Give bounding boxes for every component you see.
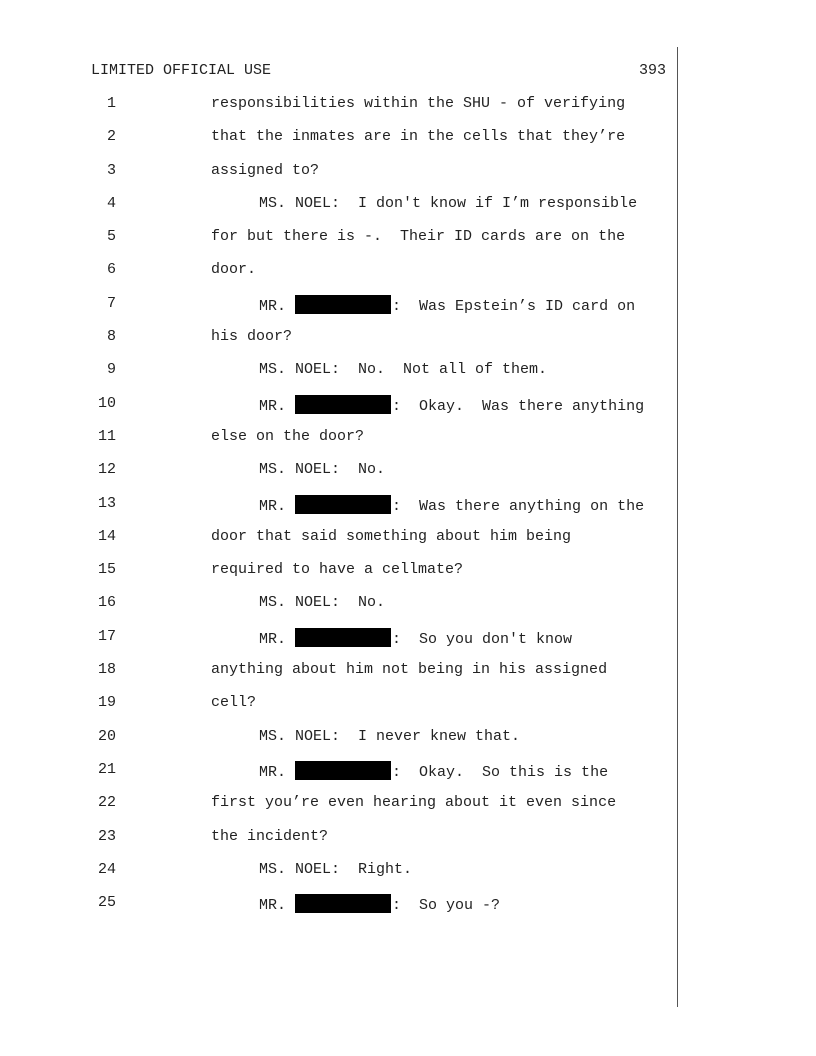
transcript-line [0,95,677,128]
right-margin-rule [677,47,678,1007]
line-content: : Okay. Was there anything [392,397,645,415]
line-number: 15 [97,561,116,579]
line-number: 6 [106,261,116,279]
page-number: 393 [638,62,666,79]
line-text [211,228,625,246]
line-content: else on the door? [211,427,365,445]
speaker-label: MS. NOEL: [259,860,341,878]
line-content: that the inmates are in the cells that they’re [211,128,626,146]
line-content: No. [340,594,386,612]
line-content: assigned to? [211,161,320,179]
line-number: 4 [106,194,116,212]
line-content: I don't know if I’m responsible [340,194,638,212]
line-number: 9 [106,361,116,379]
transcript-line [0,761,677,794]
line-number: 23 [97,827,116,845]
line-text [211,661,607,679]
transcript-line [0,228,677,261]
transcript-line [0,428,677,461]
line-number: 1 [106,95,116,112]
speaker-label: MS. NOEL: [259,194,341,212]
line-content: door that said something about him being [211,527,572,545]
speaker-label: MR. [259,397,287,415]
line-number: 24 [97,860,116,878]
transcript-line [0,794,677,827]
redaction-box [295,495,391,514]
line-text [211,328,292,346]
line-text [211,561,463,579]
line-text [211,261,256,279]
line-text [259,628,572,649]
line-content: door. [211,261,257,279]
line-content: : So you -? [392,897,501,915]
redaction-box [295,894,391,913]
line-text [259,295,635,316]
transcript-line [0,295,677,328]
line-number: 19 [97,694,116,712]
line-content: I never knew that. [340,727,521,745]
line-number: 8 [106,328,116,346]
transcript-line [0,861,677,894]
redaction-box [295,761,391,780]
line-content: No. Not all of them. [340,361,548,379]
line-content: first you’re even hearing about it even since [211,794,617,812]
transcript-line [0,828,677,861]
redaction-box [295,628,391,647]
transcript-line [0,128,677,161]
line-text [259,728,520,746]
line-text [211,828,328,846]
line-text [259,495,644,516]
line-content: anything about him not being in his assigned [211,661,608,679]
speaker-label: MS. NOEL: [259,594,341,612]
line-text [259,861,412,879]
transcript-line [0,661,677,694]
speaker-label: MS. NOEL: [259,727,341,745]
line-number: 7 [106,294,116,312]
transcript-line [0,594,677,627]
line-number: 17 [97,627,116,645]
line-content: Right. [340,860,413,878]
line-text [211,694,256,712]
line-content: responsibilities within the SHU - of verifying [211,95,626,112]
line-number: 3 [106,161,116,179]
line-text [259,594,385,612]
speaker-label: MR. [259,763,287,781]
line-number: 11 [97,427,116,445]
line-text [211,162,319,180]
line-content: his door? [211,328,293,346]
line-content: the incident? [211,827,329,845]
line-number: 16 [97,594,116,612]
transcript-line [0,561,677,594]
line-number: 25 [97,894,116,912]
classification-header: LIMITED OFFICIAL USE [91,62,272,79]
line-text [259,461,385,479]
line-content: : Was Epstein’s ID card on [392,297,636,315]
line-content: cell? [211,694,257,712]
transcript-line [0,728,677,761]
speaker-label: MS. NOEL: [259,361,341,379]
transcript-line [0,162,677,195]
line-number: 13 [97,494,116,512]
line-content: : Okay. So this is the [392,763,609,781]
line-content: for but there is -. Their ID cards are on the [211,228,626,246]
line-content: No. [340,461,386,479]
transcript-line [0,495,677,528]
line-text [259,894,500,915]
transcript-line [0,261,677,294]
line-number: 5 [106,228,116,246]
redaction-box [295,395,391,414]
transcript-line [0,361,677,394]
line-text [211,794,616,812]
line-content: : Was there anything on the [392,497,645,515]
transcript-lines [0,95,677,927]
line-text [211,428,364,446]
line-number: 18 [97,661,116,679]
transcript-line [0,195,677,228]
line-number: 12 [97,461,116,479]
line-number: 20 [97,727,116,745]
line-content: required to have a cellmate? [211,561,464,579]
line-number: 2 [106,128,116,146]
line-text [259,361,547,379]
speaker-label: MR. [259,497,287,515]
line-text [211,528,571,546]
line-text [259,761,608,782]
line-number: 14 [97,527,116,545]
transcript-line [0,628,677,661]
line-number: 22 [97,794,116,812]
redaction-box [295,295,391,314]
line-text [211,95,625,113]
line-number: 10 [97,394,116,412]
transcript-line [0,461,677,494]
transcript-line [0,395,677,428]
line-content: : So you don't know [392,630,573,648]
speaker-label: MR. [259,630,287,648]
speaker-label: MR. [259,297,287,315]
transcript-line [0,328,677,361]
transcript-line [0,694,677,727]
line-text [259,195,637,213]
line-number: 21 [97,760,116,778]
line-text [259,395,644,416]
speaker-label: MR. [259,897,287,915]
transcript-line [0,528,677,561]
line-text [211,128,625,146]
transcript-line [0,894,677,927]
speaker-label: MS. NOEL: [259,461,341,479]
